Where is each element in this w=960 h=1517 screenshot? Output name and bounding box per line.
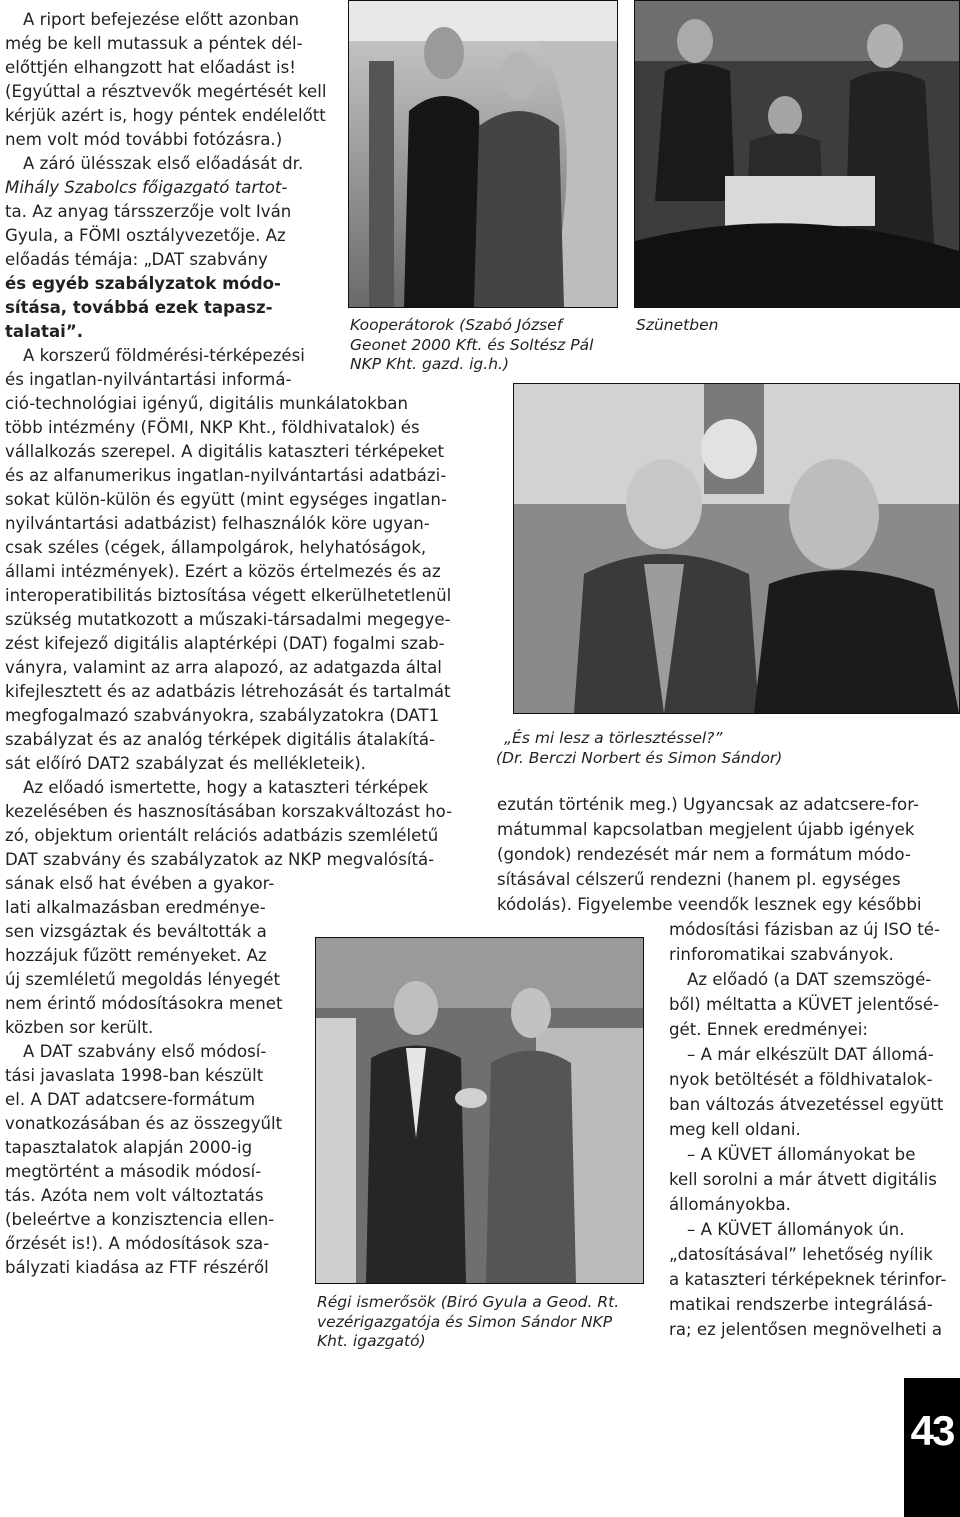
text-line: kódolás). Figyelembe veendők lesznek egy későbbi [497,895,922,914]
text-line: megfogalmazó szabványokra, szabályzatokra (DAT1 [5,706,440,725]
text-line: hozzájuk fűzött reményeket. Az [5,946,267,965]
text-line: és az alfanumerikus ingatlan-nyilvántartási adatbázi- [5,466,447,485]
text-line: ra; ez jelentősen megnövelheti a [669,1320,943,1339]
text-line: módosítási fázisban az új ISO té- [669,920,940,939]
caption-line: Kht. igazgató) [317,1332,426,1350]
caption-line: Régi ismerősök (Biró Gyula a Geod. Rt. [317,1293,620,1311]
caption-old-friends [317,1293,619,1352]
text-line: nem volt mód további fotózásra.) [5,130,283,149]
text-line: szükség mutatkozott a műszaki-társadalmi megegye- [5,610,451,629]
text-line: ezután történik meg.) Ugyancsak az adatcsere-for- [497,795,919,814]
text-line: zó, objektum orientált relációs adatbázis szemléletű [5,826,439,845]
text-line: a kataszteri térképeknek térinfor- [669,1270,947,1289]
text-line: ből) méltatta a KÜVET jelentősé- [669,995,940,1014]
caption-line: Kooperátorok (Szabó József [350,316,563,334]
text-line: A korszerű földmérési-térképezési [23,346,305,365]
text-line: vonatkozásában és az összegyűlt [5,1114,283,1133]
text-line: és egyéb szabályzatok módo- [5,274,281,293]
text-line: kezelésében és hasznosításában korszakváltozást ho- [5,802,453,821]
text-line: kérjük azért is, hogy péntek endélelőtt [5,106,326,125]
text-line: megtörtént a második módosí- [5,1162,262,1181]
text-line: bályzati kiadása az FTF részéről [5,1258,269,1277]
photo-old-friends [315,937,644,1284]
text-line: DAT szabvány és szabályzatok az NKP megvalósítá- [5,850,435,869]
text-line: A riport befejezése előtt azonban [23,10,300,29]
caption-break [636,316,718,336]
text-line: nyilvántartási adatbázist) felhasználók köre ugyan- [5,514,430,533]
caption-line: NKP Kht. gazd. ig.h.) [350,355,509,373]
text-line: (Egyúttal a résztvevők megértését kell [5,82,327,101]
text-line: sítása, továbbá ezek tapasz- [5,298,273,317]
text-line: interoperatibilitás biztosítása végett elkerülhetetlenül [5,586,452,605]
text-line: őrzését is!). A módosítások sza- [5,1234,270,1253]
page-number: 43 [904,1378,960,1517]
caption-repayment [496,729,782,768]
text-line: tapasztalatok alapján 2000-ig [5,1138,253,1157]
caption-line: (Dr. Berczi Norbert és Simon Sándor) [496,748,783,767]
text-line: A DAT szabvány első módosí- [23,1042,267,1061]
caption-line: vezérigazgatója és Simon Sándor NKP [317,1312,613,1331]
text-line: sát előíró DAT2 szabályzat és mellékleteik). [5,754,366,773]
text-line: sokat külön-külön és együtt (mint egységes ingatlan- [5,490,447,509]
photo-cooperators [348,0,618,308]
text-line: ban változás átvezetéssel együtt [669,1095,944,1114]
text-line: ványra, valamint az arra alapozó, az adatgazda által [5,658,442,677]
caption-line: „És mi lesz a törlesztéssel?” [504,729,723,747]
text-line: kell sorolni a már átvett digitális [669,1170,937,1189]
text-line: vállalkozás szerepel. A digitális kataszteri térképeket [5,442,444,461]
text-line: sen vizsgáztak és beváltották a [5,922,267,941]
text-line: nem érintő módosításokra menet [5,994,283,1013]
text-line: előttjén elhangzott hat előadást is! [5,58,296,77]
text-line: előadás témája: „DAT szabvány [5,250,268,269]
text-line: sításával célszerű rendezni (hanem pl. egységes [497,870,901,889]
text-line: A záró ülésszak első előadását dr. [23,154,304,173]
caption-line: Szünetben [636,316,719,334]
text-line: zést kifejező digitális alaptérképi (DAT) fogalmi szab- [5,634,445,653]
text-line: állományokba. [669,1195,791,1214]
text-line: talatai”. [5,322,84,341]
text-line: ció-technológiai igényű, digitális munkálatokban [5,394,408,413]
text-line: Az előadó (a DAT szemszögé- [687,970,932,989]
text-line: ta. Az anyag társszerzője volt Iván [5,202,292,221]
text-line: Mihály Szabolcs főigazgató tartot- [5,178,288,197]
text-line: mátummal kapcsolatban megjelent újabb igények [497,820,915,839]
photo-break [634,0,960,308]
text-line: nyok betöltését a földhivatalok- [669,1070,933,1089]
text-line: szabályzat és az analóg térképek digitális átalakítá- [5,730,436,749]
text-line: (beleértve a konzisztencia ellen- [5,1210,275,1229]
text-line: lati alkalmazásban eredménye- [5,898,266,917]
caption-cooperators [350,316,593,375]
text-line: meg kell oldani. [669,1120,801,1139]
text-line: – A KÜVET állományok ún. [687,1220,905,1239]
text-line: közben sor került. [5,1018,154,1037]
text-line: csak széles (cégek, állampolgárok, helyhatóságok, [5,538,427,557]
text-line: tási javaslata 1998-ban készült [5,1066,264,1085]
text-line: el. A DAT adatcsere-formátum [5,1090,256,1109]
text-line: (gondok) rendezését már nem a formátum módo- [497,845,911,864]
text-line: és ingatlan-nyilvántartási informá- [5,370,292,389]
text-line: tás. Azóta nem volt változtatás [5,1186,264,1205]
text-line: állami intézmények). Ezért a közös értelmezés és az [5,562,441,581]
caption-line: Geonet 2000 Kft. és Soltész Pál [350,335,594,354]
text-line: „datosításával” lehetőség nyílik [669,1245,933,1264]
text-line: még be kell mutassuk a péntek dél- [5,34,303,53]
text-line: új szemléletű megoldás lényegét [5,970,280,989]
text-line: matikai rendszerbe integrálásá- [669,1295,933,1314]
text-line: rinforomatikai szabványok. [669,945,894,964]
text-line: kifejlesztett és az adatbázis létrehozását és tartalmát [5,682,451,701]
text-line: sának első hat évében a gyakor- [5,874,275,893]
text-line: gét. Ennek eredményei: [669,1020,868,1039]
text-line: Az előadó ismertette, hogy a kataszteri térképek [23,778,429,797]
text-line: Gyula, a FÖMI osztályvezetője. Az [5,226,286,245]
text-line: – A KÜVET állományokat be [687,1145,916,1164]
text-line: – A már elkészült DAT állomá- [687,1045,934,1064]
photo-repayment [513,383,960,714]
text-line: több intézmény (FÖMI, NKP Kht., földhivatalok) és [5,418,420,437]
